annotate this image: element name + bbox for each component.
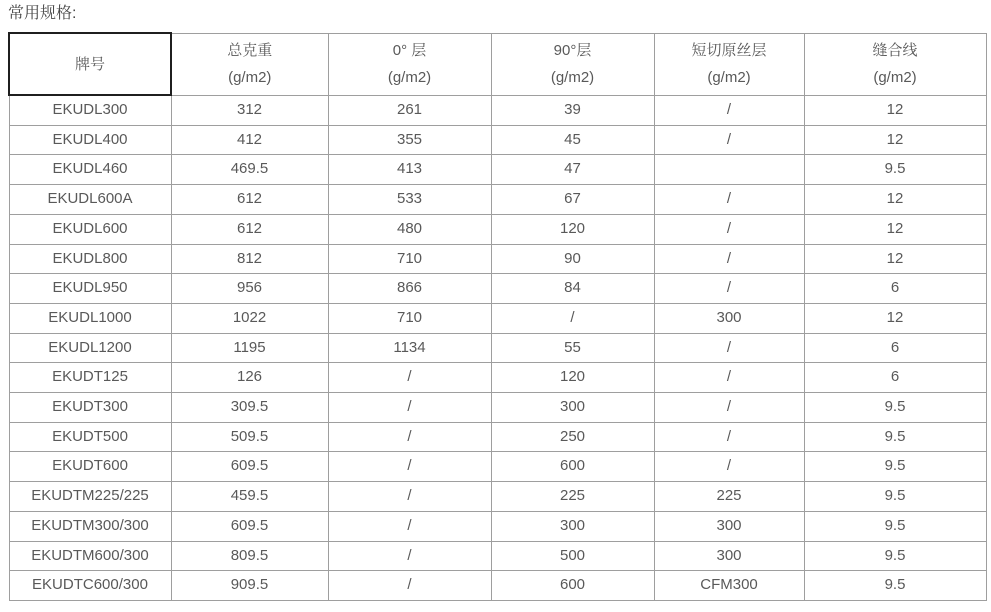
cell: 600 [491,452,654,482]
cell: 909.5 [171,571,328,601]
cell: 710 [328,303,491,333]
cell: 9.5 [804,422,986,452]
table-header [9,33,986,95]
column-header-name: 短切原丝层 [691,42,767,59]
cell: 9.5 [804,511,986,541]
table-row [9,125,986,155]
cell: 67 [491,185,654,215]
cell: EKUDT125 [9,363,171,393]
cell: 533 [328,185,491,215]
table-row [9,393,986,423]
cell: 9.5 [804,452,986,482]
cell: / [328,363,491,393]
cell: 300 [491,393,654,423]
table-row [9,541,986,571]
cell: 480 [328,214,491,244]
column-header [328,33,491,95]
cell: 9.5 [804,393,986,423]
table-row [9,452,986,482]
column-header-unit: (g/m2) [550,69,595,86]
column-header [9,33,171,95]
cell: 6 [804,363,986,393]
cell: 612 [171,185,328,215]
table-row [9,482,986,512]
table-row [9,244,986,274]
cell: 84 [491,274,654,304]
cell: EKUDL460 [9,155,171,185]
column-header-unit: (g/m2) [228,69,272,86]
cell: EKUDL1200 [9,333,171,363]
cell: 12 [804,303,986,333]
table-row [9,274,986,304]
column-header [171,33,328,95]
cell: 312 [171,95,328,125]
cell: / [654,95,804,125]
cell: / [491,303,654,333]
cell: 300 [654,541,804,571]
cell: / [328,571,491,601]
column-header-unit: (g/m2) [873,69,917,86]
column-header-unit: (g/m2) [707,69,751,86]
cell: 9.5 [804,155,986,185]
cell: 45 [491,125,654,155]
cell: 469.5 [171,155,328,185]
cell: / [654,125,804,155]
table-row [9,214,986,244]
cell: 90 [491,244,654,274]
cell: EKUDL800 [9,244,171,274]
cell: / [654,244,804,274]
cell: / [328,511,491,541]
column-header-name: 总克重 [227,42,273,59]
cell: 710 [328,244,491,274]
cell: 459.5 [171,482,328,512]
cell: 309.5 [171,393,328,423]
cell: 509.5 [171,422,328,452]
cell: 609.5 [171,452,328,482]
cell: / [654,214,804,244]
cell: EKUDL950 [9,274,171,304]
cell: 250 [491,422,654,452]
cell: EKUDTC600/300 [9,571,171,601]
cell: / [328,452,491,482]
cell: 120 [491,363,654,393]
cell: 413 [328,155,491,185]
cell: 600 [491,571,654,601]
page-title: 常用规格: [8,5,77,22]
cell: 1022 [171,303,328,333]
table-body [9,95,986,600]
cell: EKUDT300 [9,393,171,423]
cell: 12 [804,244,986,274]
cell: 12 [804,95,986,125]
cell: 956 [171,274,328,304]
cell: 300 [491,511,654,541]
cell: / [654,393,804,423]
cell: 300 [654,511,804,541]
cell: 609.5 [171,511,328,541]
cell [654,155,804,185]
column-header-name: 0° 层 [392,42,427,59]
cell: EKUDT600 [9,452,171,482]
cell: 9.5 [804,571,986,601]
cell: 9.5 [804,541,986,571]
column-header-name: 缝合线 [872,42,918,59]
cell: 55 [491,333,654,363]
cell: EKUDL300 [9,95,171,125]
cell: / [328,422,491,452]
table-row [9,363,986,393]
column-header [804,33,986,95]
cell: 225 [654,482,804,512]
cell: 6 [804,333,986,363]
table-row [9,155,986,185]
cell: EKUDL600A [9,185,171,215]
cell: / [654,333,804,363]
table-row [9,333,986,363]
cell: 12 [804,125,986,155]
cell: 1195 [171,333,328,363]
cell: EKUDTM600/300 [9,541,171,571]
table-row [9,185,986,215]
cell: EKUDL1000 [9,303,171,333]
cell: 809.5 [171,541,328,571]
cell: 355 [328,125,491,155]
specs-table [8,32,987,601]
header-row [9,33,986,95]
table-row [9,511,986,541]
cell: EKUDL400 [9,125,171,155]
cell: 47 [491,155,654,185]
cell: EKUDT500 [9,422,171,452]
cell: EKUDTM225/225 [9,482,171,512]
cell: EKUDTM300/300 [9,511,171,541]
cell: 412 [171,125,328,155]
cell: 126 [171,363,328,393]
cell: EKUDL600 [9,214,171,244]
cell: 500 [491,541,654,571]
cell: 300 [654,303,804,333]
cell: CFM300 [654,571,804,601]
cell: 225 [491,482,654,512]
cell: / [328,482,491,512]
cell: / [654,422,804,452]
cell: 120 [491,214,654,244]
table-row [9,303,986,333]
cell: 39 [491,95,654,125]
table-row [9,422,986,452]
column-header [491,33,654,95]
cell: 9.5 [804,482,986,512]
cell: 6 [804,274,986,304]
cell: / [654,452,804,482]
column-header-unit: (g/m2) [387,69,432,86]
cell: 866 [328,274,491,304]
column-header-name: 牌号 [74,55,105,73]
cell: / [328,541,491,571]
cell: 12 [804,185,986,215]
cell: / [654,274,804,304]
cell: 1134 [328,333,491,363]
cell: 261 [328,95,491,125]
cell: 812 [171,244,328,274]
cell: 12 [804,214,986,244]
table-row [9,95,986,125]
table-row [9,571,986,601]
cell: / [654,185,804,215]
cell: / [654,363,804,393]
cell: / [328,393,491,423]
column-header [654,33,804,95]
column-header-name: 90°层 [553,42,592,59]
cell: 612 [171,214,328,244]
